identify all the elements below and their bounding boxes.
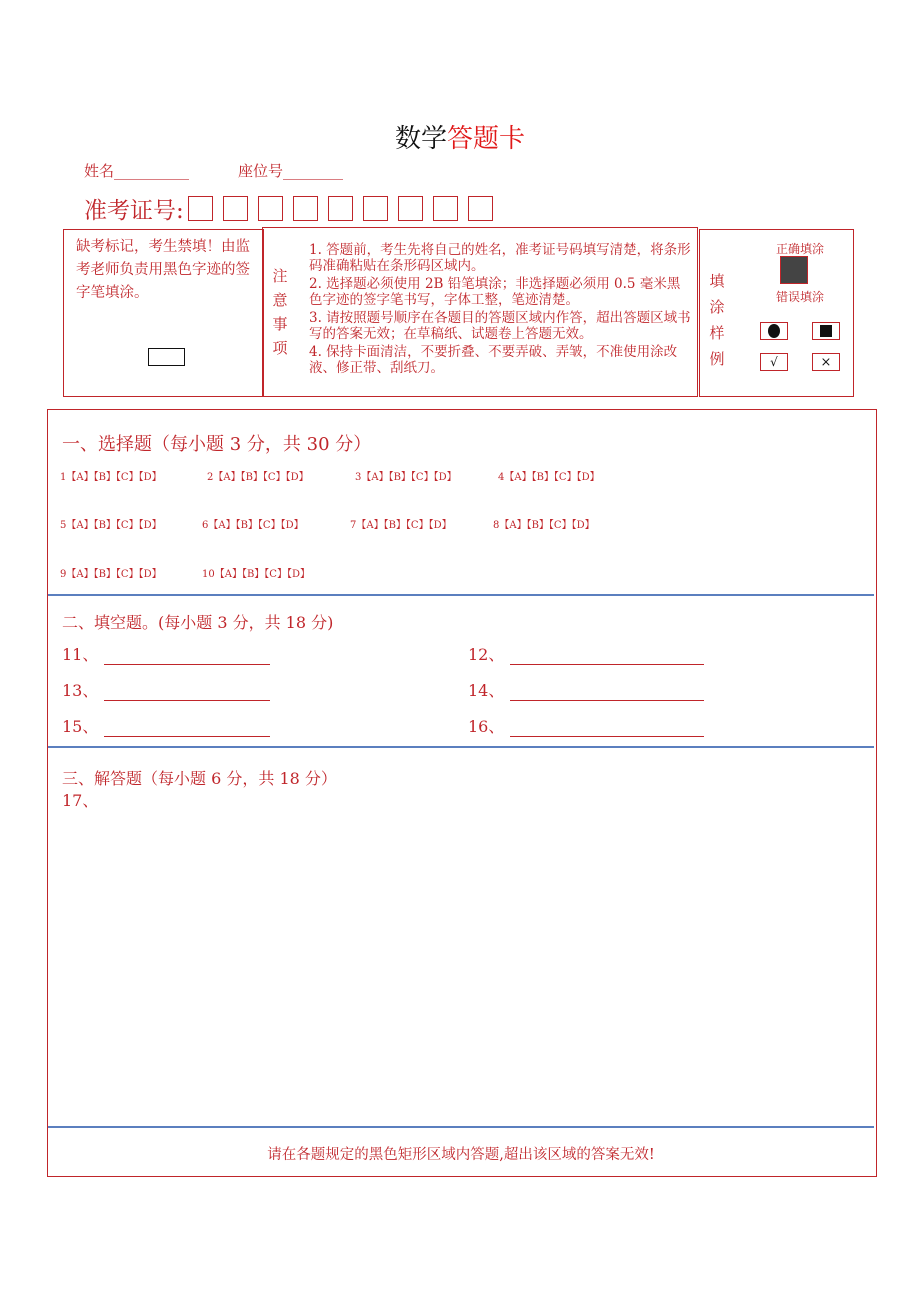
fill-blank-13[interactable]	[62, 678, 270, 701]
notice-label-char: 意	[272, 291, 288, 309]
card-title	[0, 118, 920, 155]
correct-fill-example	[780, 256, 808, 284]
check-mark-icon: √	[770, 355, 778, 369]
notice-item: 1. 答题前，考生先将自己的姓名，准考证号码填写清楚，将条形码准确粘贴在条形码区域内。	[309, 242, 691, 274]
absent-instructions: 缺考标记，考生禁填！由监考老师负责用黑色字迹的签字笔填涂。	[76, 239, 250, 301]
mc-question[interactable]: 5【A】【B】【C】【D】	[60, 520, 162, 531]
fill-blank-15[interactable]	[62, 714, 270, 737]
name-label: 姓名	[84, 162, 115, 180]
section2-title: 二、填空题。(每小题 3 分，共 18 分)	[62, 613, 334, 632]
footer-warning: 请在各题规定的黑色矩形区域内答题,超出该区域的答案无效!	[267, 1147, 655, 1163]
blank-line[interactable]	[510, 722, 704, 737]
notice-box	[262, 227, 698, 397]
ticket-digit-box[interactable]	[468, 196, 493, 221]
ticket-digit-box[interactable]	[363, 196, 388, 221]
wrong-fill-square-example	[812, 322, 840, 340]
mc-question[interactable]: 2【A】【B】【C】【D】	[207, 472, 309, 483]
fill-blank-12[interactable]	[468, 642, 704, 665]
absent-mark-field[interactable]	[148, 348, 185, 366]
sample-label-char: 填	[709, 272, 725, 290]
title-subject: 数学	[394, 124, 447, 154]
filled-circle-icon	[767, 323, 781, 339]
wrong-fill-label: 错误填涂	[775, 290, 824, 304]
mc-question[interactable]: 10【A】【B】【C】【D】	[202, 569, 310, 580]
wrong-fill-circle-example	[760, 322, 788, 340]
title-card: 答题卡	[447, 124, 526, 154]
ticket-digit-box[interactable]	[258, 196, 283, 221]
correct-fill-label: 正确填涂	[775, 242, 824, 256]
sample-label	[708, 268, 726, 372]
name-field[interactable]	[84, 160, 189, 181]
section3-title: 三、解答题（每小题 6 分，共 18 分）	[62, 769, 337, 788]
question-17-answer-area[interactable]	[62, 810, 862, 1120]
section-divider	[48, 1126, 874, 1128]
mc-question[interactable]: 7【A】【B】【C】【D】	[350, 520, 452, 531]
seat-label: 座位号	[238, 162, 284, 180]
ticket-digit-box[interactable]	[328, 196, 353, 221]
fill-blank-11[interactable]	[62, 642, 270, 665]
fill-blank-14[interactable]	[468, 678, 704, 701]
notice-item: 4. 保持卡面清洁，不要折叠、不要弄破、弄皱，不准使用涂改液、修正带、刮纸刀。	[309, 344, 678, 376]
blank-number: 16、	[468, 717, 505, 736]
mc-question[interactable]: 9【A】【B】【C】【D】	[60, 569, 162, 580]
sample-label-char: 涂	[709, 298, 725, 316]
blank-number: 11、	[62, 645, 99, 664]
blank-line[interactable]	[104, 722, 270, 737]
blank-line[interactable]	[510, 650, 704, 665]
sample-label-char: 例	[709, 350, 725, 368]
mc-question[interactable]: 6【A】【B】【C】【D】	[202, 520, 304, 531]
notice-label-char: 注	[272, 267, 288, 285]
section1-title: 一、选择题（每小题 3 分，共 30 分）	[62, 434, 372, 455]
question-17-label: 17、	[62, 791, 99, 810]
blank-line[interactable]	[104, 650, 270, 665]
sample-label-char: 样	[709, 324, 725, 342]
notice-label-char: 事	[272, 315, 288, 333]
blank-line[interactable]	[104, 686, 270, 701]
filled-square-icon	[819, 324, 833, 338]
ticket-digit-box[interactable]	[293, 196, 318, 221]
mc-question[interactable]: 3【A】【B】【C】【D】	[355, 472, 457, 483]
answer-area	[47, 409, 877, 1177]
fill-sample-box	[699, 229, 854, 397]
blank-number: 15、	[62, 717, 99, 736]
blank-number: 12、	[468, 645, 505, 664]
ticket-digit-box[interactable]	[223, 196, 248, 221]
mc-question[interactable]: 4【A】【B】【C】【D】	[498, 472, 600, 483]
name-blank: __________	[114, 162, 190, 180]
ticket-digit-box[interactable]	[188, 196, 213, 221]
fill-blank-16[interactable]	[468, 714, 704, 737]
ticket-digit-box[interactable]	[398, 196, 423, 221]
notice-label	[271, 264, 289, 360]
ticket-number-row	[84, 192, 503, 225]
notice-label-char: 项	[272, 339, 288, 357]
ticket-boxes	[188, 196, 503, 221]
blank-line[interactable]	[510, 686, 704, 701]
seat-blank: ________	[283, 162, 344, 180]
notice-list	[309, 242, 693, 378]
blank-number: 13、	[62, 681, 99, 700]
notice-item: 3. 请按照题号顺序在各题目的答题区域内作答，超出答题区域书写的答案无效；在草稿纸、试题卷上答题无效。	[309, 310, 691, 342]
wrong-fill-check-example	[760, 353, 788, 371]
mc-question[interactable]: 1【A】【B】【C】【D】	[60, 472, 162, 483]
ticket-label: 准考证号:	[84, 198, 184, 224]
blank-number: 14、	[468, 681, 505, 700]
ticket-digit-box[interactable]	[433, 196, 458, 221]
seat-field[interactable]	[238, 160, 343, 181]
absent-mark-box	[63, 229, 264, 397]
notice-item: 2. 选择题必须使用 2B 铅笔填涂；非选择题必须用 0.5 毫米黑色字迹的签字笔书写，字体工整，笔迹清楚。	[309, 276, 681, 308]
wrong-fill-cross-example	[812, 353, 840, 371]
section-divider	[48, 746, 874, 748]
mc-question[interactable]: 8【A】【B】【C】【D】	[493, 520, 595, 531]
section-divider	[48, 594, 874, 596]
cross-mark-icon: ×	[820, 354, 832, 370]
